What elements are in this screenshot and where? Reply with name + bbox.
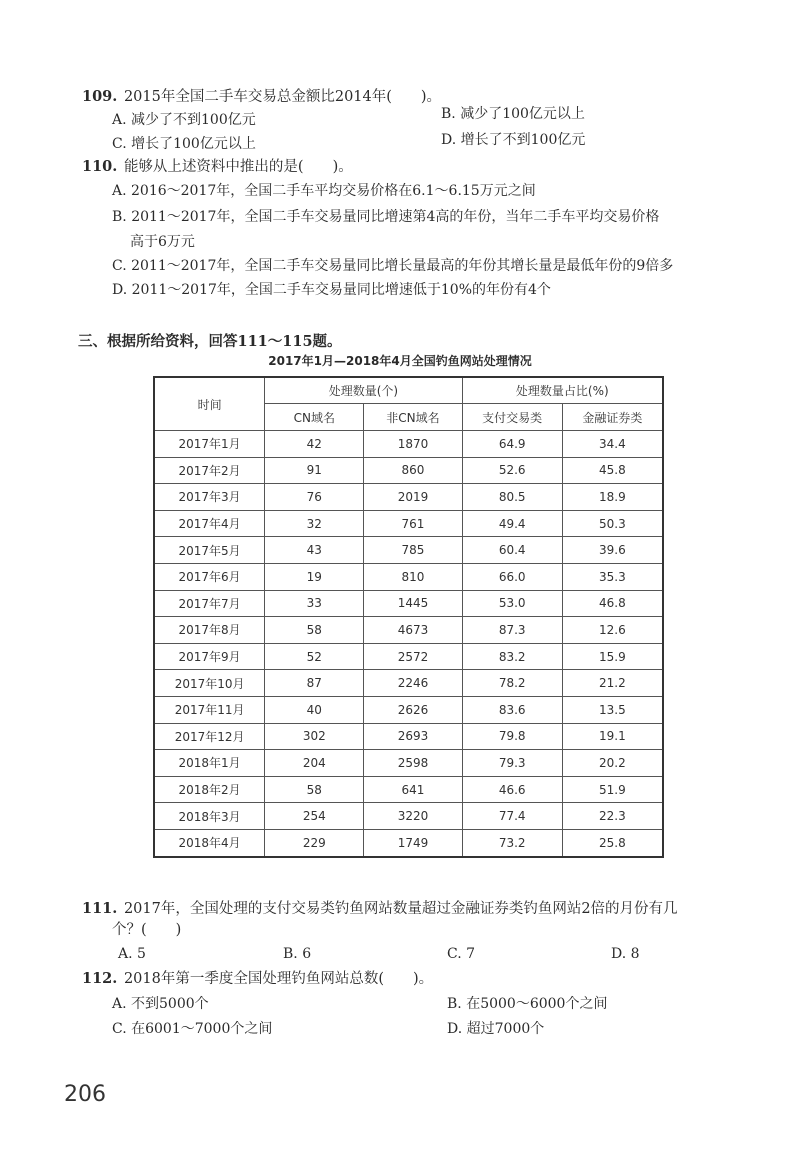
cell-cn-domain: 302 [265, 723, 364, 750]
cell-finance-ratio: 20.2 [562, 750, 663, 777]
question-stem: 能够从上述资料中推出的是( )。 [123, 159, 353, 175]
cell-non-cn-domain: 2693 [364, 723, 462, 750]
cell-payment-ratio: 77.4 [462, 803, 562, 830]
cell-non-cn-domain: 785 [364, 537, 462, 564]
cell-finance-ratio: 50.3 [562, 510, 663, 537]
option-d: D. 超过7000个 [447, 1021, 545, 1037]
option-b: B. 在5000～6000个之间 [447, 996, 608, 1012]
cell-cn-domain: 33 [265, 590, 364, 617]
table-row [154, 510, 663, 537]
option-b: B. 减少了100亿元以上 [441, 106, 585, 122]
table-row [154, 617, 663, 644]
option-d: D. 8 [611, 946, 640, 962]
cell-finance-ratio: 46.8 [562, 590, 663, 617]
question-110 [82, 157, 353, 177]
question-number: 110. [82, 158, 118, 175]
table-row [154, 696, 663, 723]
question-number: 109. [82, 88, 118, 105]
table-title: 2017年1月—2018年4月全国钓鱼网站处理情况 [268, 354, 532, 368]
header-payment: 支付交易类 [462, 404, 562, 431]
cell-finance-ratio: 51.9 [562, 776, 663, 803]
cell-cn-domain: 91 [265, 457, 364, 484]
cell-cn-domain: 40 [265, 696, 364, 723]
cell-finance-ratio: 18.9 [562, 484, 663, 511]
row-time: 2017年11月 [154, 696, 265, 723]
cell-finance-ratio: 21.2 [562, 670, 663, 697]
cell-cn-domain: 76 [265, 484, 364, 511]
cell-finance-ratio: 34.4 [562, 431, 663, 458]
header-cn-domain: CN域名 [265, 404, 364, 431]
table-row [154, 803, 663, 830]
table-row [154, 723, 663, 750]
cell-finance-ratio: 19.1 [562, 723, 663, 750]
cell-non-cn-domain: 2019 [364, 484, 462, 511]
cell-cn-domain: 204 [265, 750, 364, 777]
header-ratio: 处理数量占比(%) [462, 377, 663, 404]
cell-finance-ratio: 15.9 [562, 643, 663, 670]
cell-non-cn-domain: 641 [364, 776, 462, 803]
question-stem: 2015年全国二手车交易总金额比2014年( )。 [123, 89, 442, 105]
cell-payment-ratio: 66.0 [462, 563, 562, 590]
cell-payment-ratio: 53.0 [462, 590, 562, 617]
row-time: 2017年12月 [154, 723, 265, 750]
cell-payment-ratio: 64.9 [462, 431, 562, 458]
cell-cn-domain: 42 [265, 431, 364, 458]
cell-non-cn-domain: 2246 [364, 670, 462, 697]
cell-payment-ratio: 87.3 [462, 617, 562, 644]
option-a: A. 不到5000个 [112, 996, 209, 1012]
table-row [154, 643, 663, 670]
row-time: 2018年4月 [154, 829, 265, 856]
cell-payment-ratio: 60.4 [462, 537, 562, 564]
cell-non-cn-domain: 1445 [364, 590, 462, 617]
option-c: C. 在6001～7000个之间 [112, 1021, 273, 1037]
cell-cn-domain: 87 [265, 670, 364, 697]
question-111 [82, 899, 678, 919]
header-non-cn-domain: 非CN域名 [364, 404, 462, 431]
cell-cn-domain: 254 [265, 803, 364, 830]
cell-finance-ratio: 45.8 [562, 457, 663, 484]
cell-finance-ratio: 35.3 [562, 563, 663, 590]
cell-payment-ratio: 83.6 [462, 696, 562, 723]
section-heading: 三、根据所给资料，回答111～115题。 [78, 333, 342, 350]
table-row [154, 750, 663, 777]
table-row [154, 829, 663, 856]
cell-non-cn-domain: 3220 [364, 803, 462, 830]
phishing-data-table [153, 376, 664, 858]
row-time: 2018年2月 [154, 776, 265, 803]
option-a: A. 5 [118, 946, 146, 962]
header-time: 时间 [154, 377, 265, 431]
table-row [154, 457, 663, 484]
cell-cn-domain: 19 [265, 563, 364, 590]
cell-payment-ratio: 52.6 [462, 457, 562, 484]
option-b: B. 2011～2017年，全国二手车交易量同比增速第4高的年份，当年二手车平均交易价格 [112, 209, 660, 225]
row-time: 2017年2月 [154, 457, 265, 484]
table-row [154, 563, 663, 590]
table-row [154, 484, 663, 511]
row-time: 2018年1月 [154, 750, 265, 777]
table-row [154, 537, 663, 564]
option-d: D. 增长了不到100亿元 [441, 132, 586, 148]
row-time: 2017年1月 [154, 431, 265, 458]
cell-non-cn-domain: 2598 [364, 750, 462, 777]
option-a: A. 减少了不到100亿元 [112, 112, 256, 128]
row-time: 2017年9月 [154, 643, 265, 670]
cell-payment-ratio: 79.8 [462, 723, 562, 750]
option-c: C. 2011～2017年，全国二手车交易量同比增长量最高的年份其增长量是最低年份的9倍多 [112, 258, 674, 274]
cell-payment-ratio: 73.2 [462, 829, 562, 856]
cell-cn-domain: 58 [265, 776, 364, 803]
table-row [154, 431, 663, 458]
cell-payment-ratio: 78.2 [462, 670, 562, 697]
cell-non-cn-domain: 810 [364, 563, 462, 590]
cell-non-cn-domain: 2572 [364, 643, 462, 670]
cell-payment-ratio: 79.3 [462, 750, 562, 777]
row-time: 2017年3月 [154, 484, 265, 511]
option-b: B. 6 [283, 946, 312, 962]
cell-non-cn-domain: 2626 [364, 696, 462, 723]
cell-non-cn-domain: 860 [364, 457, 462, 484]
table-row [154, 776, 663, 803]
cell-finance-ratio: 22.3 [562, 803, 663, 830]
cell-cn-domain: 52 [265, 643, 364, 670]
cell-finance-ratio: 25.8 [562, 829, 663, 856]
question-stem: 2018年第一季度全国处理钓鱼网站总数( )。 [123, 971, 434, 987]
cell-payment-ratio: 49.4 [462, 510, 562, 537]
table-row [154, 670, 663, 697]
row-time: 2018年3月 [154, 803, 265, 830]
table-body [154, 431, 663, 857]
cell-non-cn-domain: 4673 [364, 617, 462, 644]
cell-payment-ratio: 80.5 [462, 484, 562, 511]
question-109 [82, 87, 441, 107]
question-stem: 2017年，全国处理的支付交易类钓鱼网站数量超过金融证券类钓鱼网站2倍的月份有几 [123, 901, 678, 917]
option-b-continued: 高于6万元 [130, 234, 195, 250]
header-finance: 金融证券类 [562, 404, 663, 431]
cell-cn-domain: 229 [265, 829, 364, 856]
cell-cn-domain: 32 [265, 510, 364, 537]
question-number: 112. [82, 970, 118, 987]
question-stem-continued: 个？( ) [112, 922, 182, 938]
option-a: A. 2016～2017年，全国二手车平均交易价格在6.1～6.15万元之间 [112, 183, 536, 199]
cell-cn-domain: 43 [265, 537, 364, 564]
cell-payment-ratio: 46.6 [462, 776, 562, 803]
row-time: 2017年10月 [154, 670, 265, 697]
cell-finance-ratio: 39.6 [562, 537, 663, 564]
option-d: D. 2011～2017年，全国二手车交易量同比增速低于10%的年份有4个 [112, 282, 551, 298]
page-number: 206 [64, 1082, 106, 1107]
row-time: 2017年4月 [154, 510, 265, 537]
option-c: C. 7 [447, 946, 476, 962]
question-112 [82, 969, 433, 989]
cell-finance-ratio: 12.6 [562, 617, 663, 644]
row-time: 2017年6月 [154, 563, 265, 590]
option-c: C. 增长了100亿元以上 [112, 136, 256, 152]
table-row [154, 590, 663, 617]
row-time: 2017年5月 [154, 537, 265, 564]
cell-cn-domain: 58 [265, 617, 364, 644]
header-count: 处理数量(个) [265, 377, 462, 404]
row-time: 2017年7月 [154, 590, 265, 617]
cell-non-cn-domain: 761 [364, 510, 462, 537]
row-time: 2017年8月 [154, 617, 265, 644]
cell-finance-ratio: 13.5 [562, 696, 663, 723]
cell-payment-ratio: 83.2 [462, 643, 562, 670]
question-number: 111. [82, 900, 118, 917]
cell-non-cn-domain: 1749 [364, 829, 462, 856]
cell-non-cn-domain: 1870 [364, 431, 462, 458]
